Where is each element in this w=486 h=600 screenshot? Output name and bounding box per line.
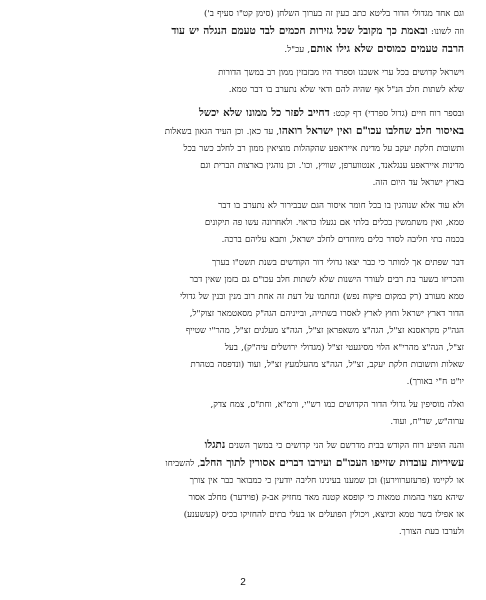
- text-line: [16, 65, 464, 82]
- text-line: [16, 272, 464, 289]
- text-line: [16, 23, 464, 41]
- text-run: ותשובות חלקת יעקב על מדינת אייראפע שהקהלות מוציאין ממון רב לחלב כשר בכל: [183, 144, 464, 154]
- paragraph: [16, 437, 464, 541]
- paragraph: [16, 255, 464, 391]
- text-run: , עכ"ל.: [284, 45, 311, 55]
- text-line: [16, 357, 464, 374]
- bold-text-run: דחייב לפזר כל ממונו שלא יכשל: [199, 107, 330, 119]
- text-line: [16, 82, 464, 99]
- paragraph: [16, 65, 464, 99]
- paragraph: [16, 105, 464, 192]
- text-line: [16, 215, 464, 232]
- bold-text-run: עשיריות עובדות שזייפו העכו"ם ועירבו דברים אסורין לתוך החלב: [200, 457, 464, 469]
- text-line: [16, 323, 464, 340]
- text-line: [16, 437, 464, 455]
- text-run: דבר שפתים אך למותר כי כבר יצאו גדולי דור הקודשים בשנת תשט"ו בערך: [212, 258, 464, 268]
- text-line: [16, 289, 464, 306]
- text-line: [16, 524, 464, 541]
- text-line: [16, 455, 464, 473]
- text-run: טמא מעורב (רק במקום פיקוח נפש) ונחתמו על דעת זה אחת רוב מנין ובנין של גדולי: [180, 292, 464, 302]
- text-run: , עד כאן. וכן העיד הגאון בשאלות: [164, 127, 280, 137]
- text-run: ולערבו בעת הצורך.: [398, 527, 464, 537]
- text-run: יו"ט ח"י באורך).: [406, 377, 464, 387]
- text-line: [16, 123, 464, 141]
- text-run: , להשביחו: [165, 459, 201, 469]
- text-run: והכריזו בשער בת רבים לעורר הישנות שלא לשתות חלב עכו"ם גם בזמן שאין דבר: [189, 275, 464, 285]
- bold-text-run: באיסור חלב שחלבו עכו"ם ואין ישראל רואהו: [279, 125, 464, 137]
- text-line: [16, 141, 464, 158]
- text-run: ואלה מוסיפין על גדולי הדור הקדושים כמו רש"י, ורמ"א, וחת"ס, צמח צדק,: [210, 400, 464, 410]
- document-body: [16, 6, 464, 541]
- text-line: [16, 340, 464, 357]
- page-number: 2: [240, 577, 246, 588]
- paragraph: [16, 198, 464, 249]
- text-run: וגם אחד מגדולי הדור בליטא כתב כעין זה בערוך השלחן (סימן קט"ו סעיף ב'): [203, 9, 464, 19]
- text-line: [16, 374, 464, 391]
- text-run: ערוה"ש, שד"ח, ועוד.: [390, 417, 464, 427]
- text-run: שלא לשתות חלב הנ"ל אף שהיה להם ודאי שלא נתערב בו דבר טמא.: [228, 85, 464, 95]
- text-line: [16, 198, 464, 215]
- text-run: או אפילו בשר טמא וכיוצא, ויכולין הפועלים או בעלי בתים להחזיקו בכיס (קעשענע): [183, 510, 464, 520]
- text-run: טמא, ואין משתמשין בכלים בלתי אם נגעלו כראוי. ולאחרונה עשו פה תיקונים: [204, 218, 464, 228]
- bold-text-run: הרבה טעמים כמוסים שלא גילו אותם: [310, 43, 464, 55]
- bold-text-run: נתגלו: [204, 439, 226, 451]
- text-run: וישראל קדושים בכל ערי אשכנז וספרד היו מבזבזין ממון רב במשך הדורות: [218, 68, 464, 78]
- text-line: [16, 41, 464, 59]
- text-run: בכמה בתי חליבה לסדר כלים מיוחדים לחלב ישראל, ותבא עליהם ברכה.: [221, 235, 464, 245]
- text-run: שיהא מצוי בהמות טמאות כי קופסא קטנה מאד מחזיק אב-ק (פוידער) מחלב אסור: [188, 493, 464, 503]
- text-line: [16, 255, 464, 272]
- text-line: [16, 507, 464, 524]
- text-run: או לקיימו (פרעזערווירען) וכן שמענו בעינינו חליבה יודעין כי כמבואר כבר אין צורך: [189, 476, 464, 486]
- text-line: [16, 232, 464, 249]
- text-run: בארץ ישראל עד היום הזה.: [372, 178, 464, 188]
- text-run: מדינות אייראפע ענגלאנד, אנטווערפן, שוויץ, וכו'. וכן נוהגין בארצות הברית וגם: [200, 161, 464, 171]
- text-line: [16, 473, 464, 490]
- text-line: [16, 397, 464, 414]
- text-line: [16, 306, 464, 323]
- text-run: וזה לשונו:: [427, 27, 464, 37]
- text-line: [16, 105, 464, 123]
- text-run: הגה"ק מקראסנא זצ"ל, הגה"צ משאפראן זצ"ל, הגה"צ מעלנים זצ"ל, מהר"י שטייף: [185, 326, 464, 336]
- text-line: [16, 6, 464, 23]
- text-run: שאלות ותשובות חלקת יעקב, זצ"ל, הגה"צ מהעלמעץ זצ"ל, ועוד (ונדפסה בטהרת: [190, 360, 464, 370]
- text-run: זצ"ל, הגה"צ מהרי"א הלוי מסיגעטי זצ"ל (מגדולי ירושלים עיה"ק), בעל: [224, 343, 464, 353]
- paragraph: [16, 6, 464, 59]
- text-line: [16, 490, 464, 507]
- text-run: והנה הופיע רוח הקודש בבית מדרשם של הני קדושים כי במשך השנים: [225, 441, 464, 451]
- bold-text-run: ובאמת כך מקובל שכל גזירות חכמים לבד טעמם הנגלה יש עוד: [171, 25, 428, 37]
- text-line: [16, 414, 464, 431]
- text-run: ולא עוד אלא שנוהגין בו בכל חומר איסור הגם שבבירור לא נתערב בו דבר: [218, 201, 464, 211]
- paragraph: [16, 397, 464, 431]
- text-run: ובספר רוח חיים (גדול ספרדי) דף קכט:: [329, 109, 464, 119]
- text-run: הדור דארץ ישראל וחוץ לארץ לאסרו בשתייה, ובייניהם הגה"ק מסאטמאר זצוק"ל,: [189, 309, 464, 319]
- text-line: [16, 158, 464, 175]
- text-line: [16, 175, 464, 192]
